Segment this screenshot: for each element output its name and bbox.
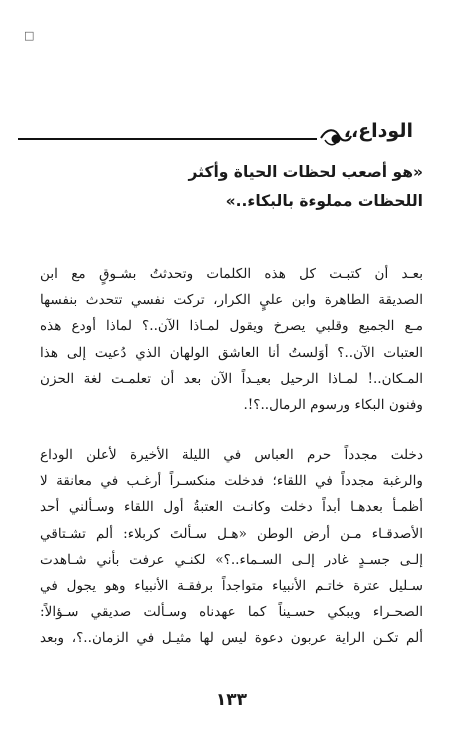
text-line: سـليل عترة خاتـم الأنبياء متواجداً برفقـة الأنبياء وهو يجول في <box>40 578 423 595</box>
text-line: الأصدقـاء مـن أرض الوطن «هـل سـألتَ كربلاء: ألم تشـتاقي <box>40 525 423 542</box>
text-line: مـع الجميع وقلبي يصرخ ويقول لمـاذا الآن..؟ لماذا أودع هذه <box>40 318 423 335</box>
quote-line: «هو أصعب لحظات الحياة وأكثر <box>188 163 423 181</box>
epigraph-quote <box>40 158 423 216</box>
text-line: المـكان..! لمـاذا الرحيل بعيـداً الآن بعد أن تعلمـت لغة الحزن <box>40 370 423 387</box>
text-line: العتبات الآن..؟ أوَلستُ أنا العاشق الولهان الذي دُعيت إلى هذا <box>40 344 423 361</box>
paragraph-2 <box>40 442 423 652</box>
quote-line: اللحظات مملوءة بالبكاء..» <box>225 192 423 210</box>
text-line: دخلت مجدداً حرم العباس في الليلة الأخيرة لأعلن الوداع <box>40 447 423 463</box>
text-line: إلـى جسـدٍ غادر إلـى السـماء..؟» لكنـي عرفت بأني شـاهدت <box>40 551 423 568</box>
text-line: بعـد أن كتبـت كل هذه الكلمات وتحدثتُ بشـوقٍ مع ابن <box>40 266 423 282</box>
section-heading <box>18 116 413 150</box>
text-line: الصديقة الطاهرة وابن عليٍ الكرار، تركت نفسي تتحدث بنفسها <box>40 292 423 309</box>
text-line: ألم تكـن الراية عربون دعوة ليس لها مثيـل في الزمان..؟، وبعد <box>40 630 423 647</box>
text-line: أظمـأ بعدهـا أبداً دخلت وكانـت العتبةُ أول اللقاء وسـألني أحد <box>40 499 423 516</box>
text-line: وفنون البكاء ورسوم الرمال..؟!. <box>243 397 423 414</box>
heading-rule <box>18 138 317 140</box>
corner-mark: □ <box>24 29 35 42</box>
text-line: والرغبة مجدداً في اللقاء؛ فدخلت منكسـراً أرغـب في معانقة لا <box>40 473 423 490</box>
page-number: ١٣٣ <box>215 690 248 710</box>
text-line: الصحـراء ويبكي حسـيناً كما عهدناه وسـألت صديقي سـؤالاً: <box>40 604 423 621</box>
section-title: الوداع،، <box>343 120 413 142</box>
paragraph-1 <box>40 261 423 418</box>
